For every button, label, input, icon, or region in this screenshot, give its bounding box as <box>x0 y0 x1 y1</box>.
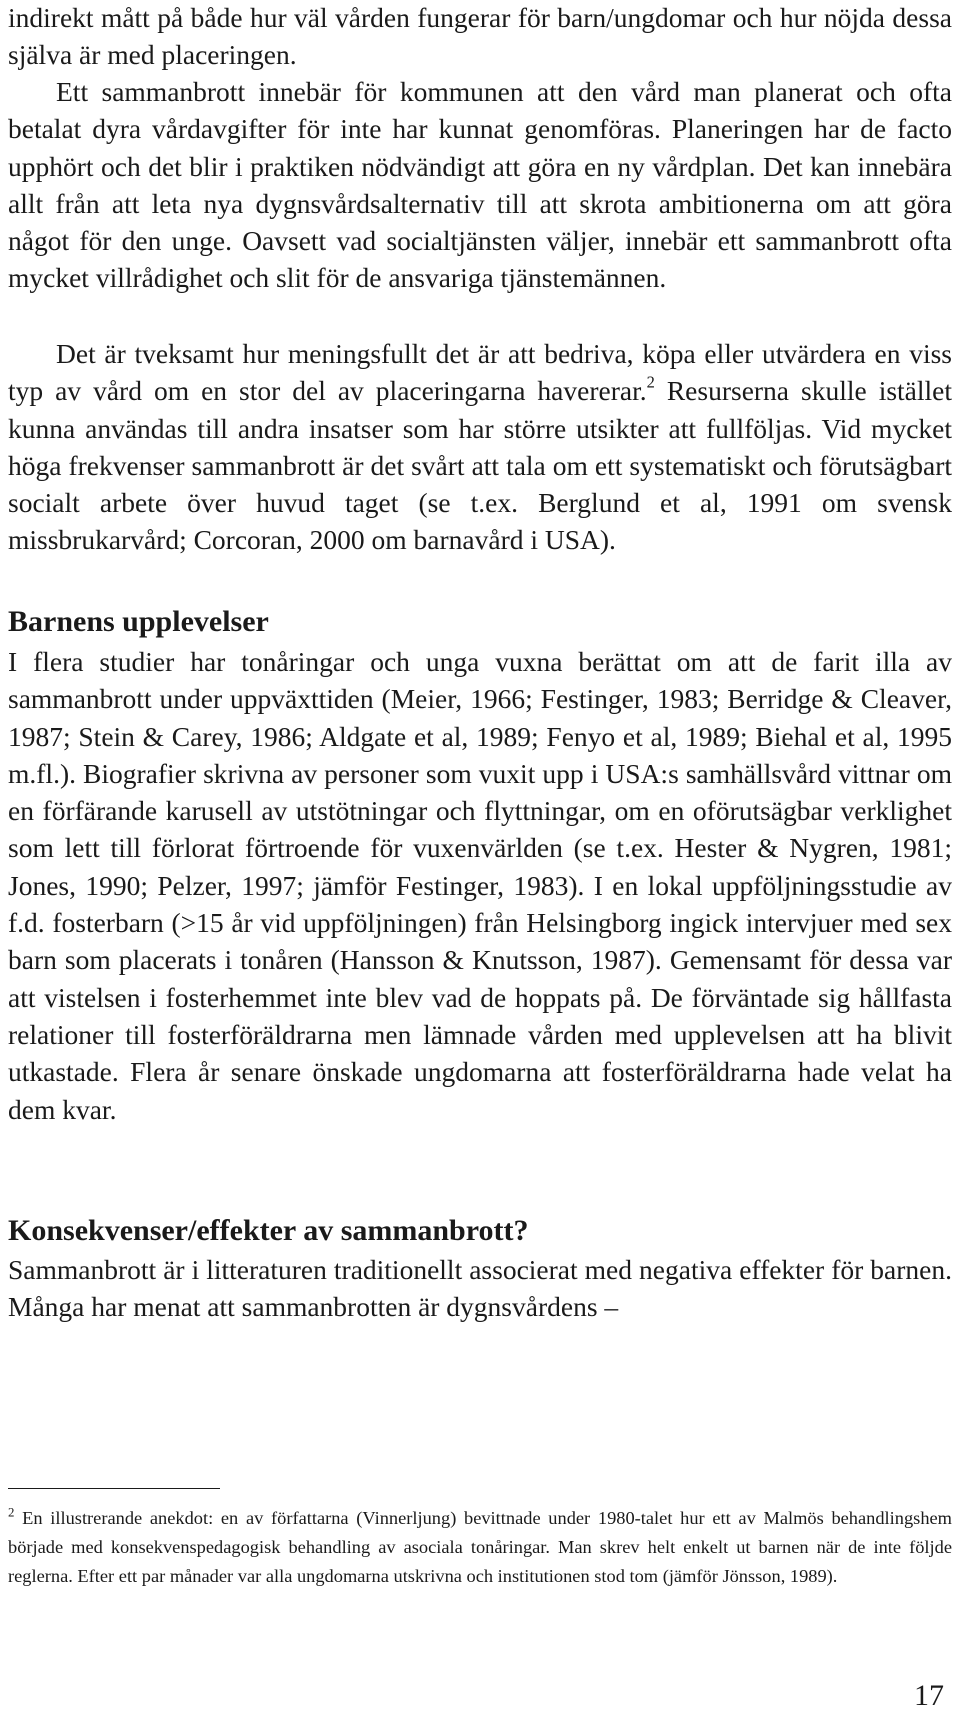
footnote-text: En illustrerande anekdot: en av författarna (Vinnerljung) bevittnade under 1980-talet hur ett av Malmös behandlingshem började med konsekvenspedagogisk behandling av asociala tonåringar. Man skrev helt enkelt ut barnen när de inte följde reglerna. Efter ett par månader var alla ungdomarna utskrivna och institutionen stod tom (jämför Jönsson, 1989). <box>8 1508 952 1586</box>
paragraph-intro-continuation: indirekt mått på både hur väl vården fungerar för barn/ungdomar och hur nöjda dessa själva är med placeringen. <box>8 2 952 71</box>
paragraph-tveksamt-text-before: Det är tveksamt hur meningsfullt det är att bedriva, köpa eller utvärdera en viss typ av vård om en stor del av placeringarna havererar. <box>8 338 952 407</box>
footnote-number: 2 <box>8 1505 15 1520</box>
section-heading-konsekvenser: Konsekvenser/effekter av sammanbrott? <box>8 1214 529 1247</box>
document-page <box>8 0 952 1733</box>
footnote <box>8 1504 952 1591</box>
section-heading-barnens-upplevelser: Barnens upplevelser <box>8 605 269 638</box>
page-number: 17 <box>914 1679 944 1712</box>
paragraph-barnens-upplevelser: I flera studier har tonåringar och unga vuxna berättat om att de farit illa av sammanbrott under uppväxttiden (Meier, 1966; Festinger, 1983; Berridge & Cleaver, 1987; Stein & Carey, 1986; Aldgate et al, 1989; Fenyo et al, 1989; Biehal et al, 1995 m.fl.). Biografier skrivna av personer som vuxit upp i USA:s samhällsvård vittnar om en förfärande karusell av utstötningar och flyttningar, om en oförutsägbar verklighet som lett till förlorat förtroende för vuxenvärlden (se t.ex. Hester & Nygren, 1981; Jones, 1990; Pelzer, 1997; jämför Festinger, 1983). I en lokal uppföljningsstudie av f.d. fosterbarn (>15 år vid uppföljningen) från Helsingborg ingick intervjuer med sex barn som placerats i tonåren (Hansson & Knutsson, 1987). Gemensamt för dessa var att vistelsen i fosterhemmet inte blev vad de hoppats på. De förväntade sig hållfasta relationer till fosterföräldrarna men lämnade vården med upplevelsen att ha blivit utkastade. Flera år senare önskade ungdomarna att fosterföräldrarna hade velat ha dem kvar. <box>8 646 952 1125</box>
footnote-separator-rule <box>8 1488 220 1489</box>
paragraph-tveksamt-text-after: Resurserna skulle istället kunna användas till andra insatser som har större utsikter att fullföljas. Vid mycket höga frekvenser sammanbrott är det svårt att tala om ett systematiskt och förutsägbart socialt arbete över huvud taget (se t.ex. Berglund et al, 1991 om svensk missbrukarvård; Corcoran, 2000 om barnavård i USA). <box>8 375 953 556</box>
footnote-reference-2: 2 <box>646 372 655 392</box>
paragraph-tveksamt <box>8 335 952 559</box>
paragraph-konsekvenser: Sammanbrott är i litteraturen traditionellt associerat med negativa effekter för barnen. Många har menat att sammanbrotten är dygnsvårdens – <box>8 1254 952 1323</box>
paragraph-sammanbrott-kommunen: Ett sammanbrott innebär för kommunen att den vård man planerat och ofta betalat dyra vårdavgifter för inte har kunnat genomföras. Planeringen har de facto upphört och det blir i praktiken nödvändigt att göra en ny vårdplan. Det kan innebära allt från att leta nya dygnsvårdsalternativ till att skrota ambitionerna om att göra något för den unge. Oavsett vad socialtjänsten väljer, innebär ett sammanbrott ofta mycket villrådighet och slit för de ansvariga tjänstemännen. <box>8 76 952 294</box>
